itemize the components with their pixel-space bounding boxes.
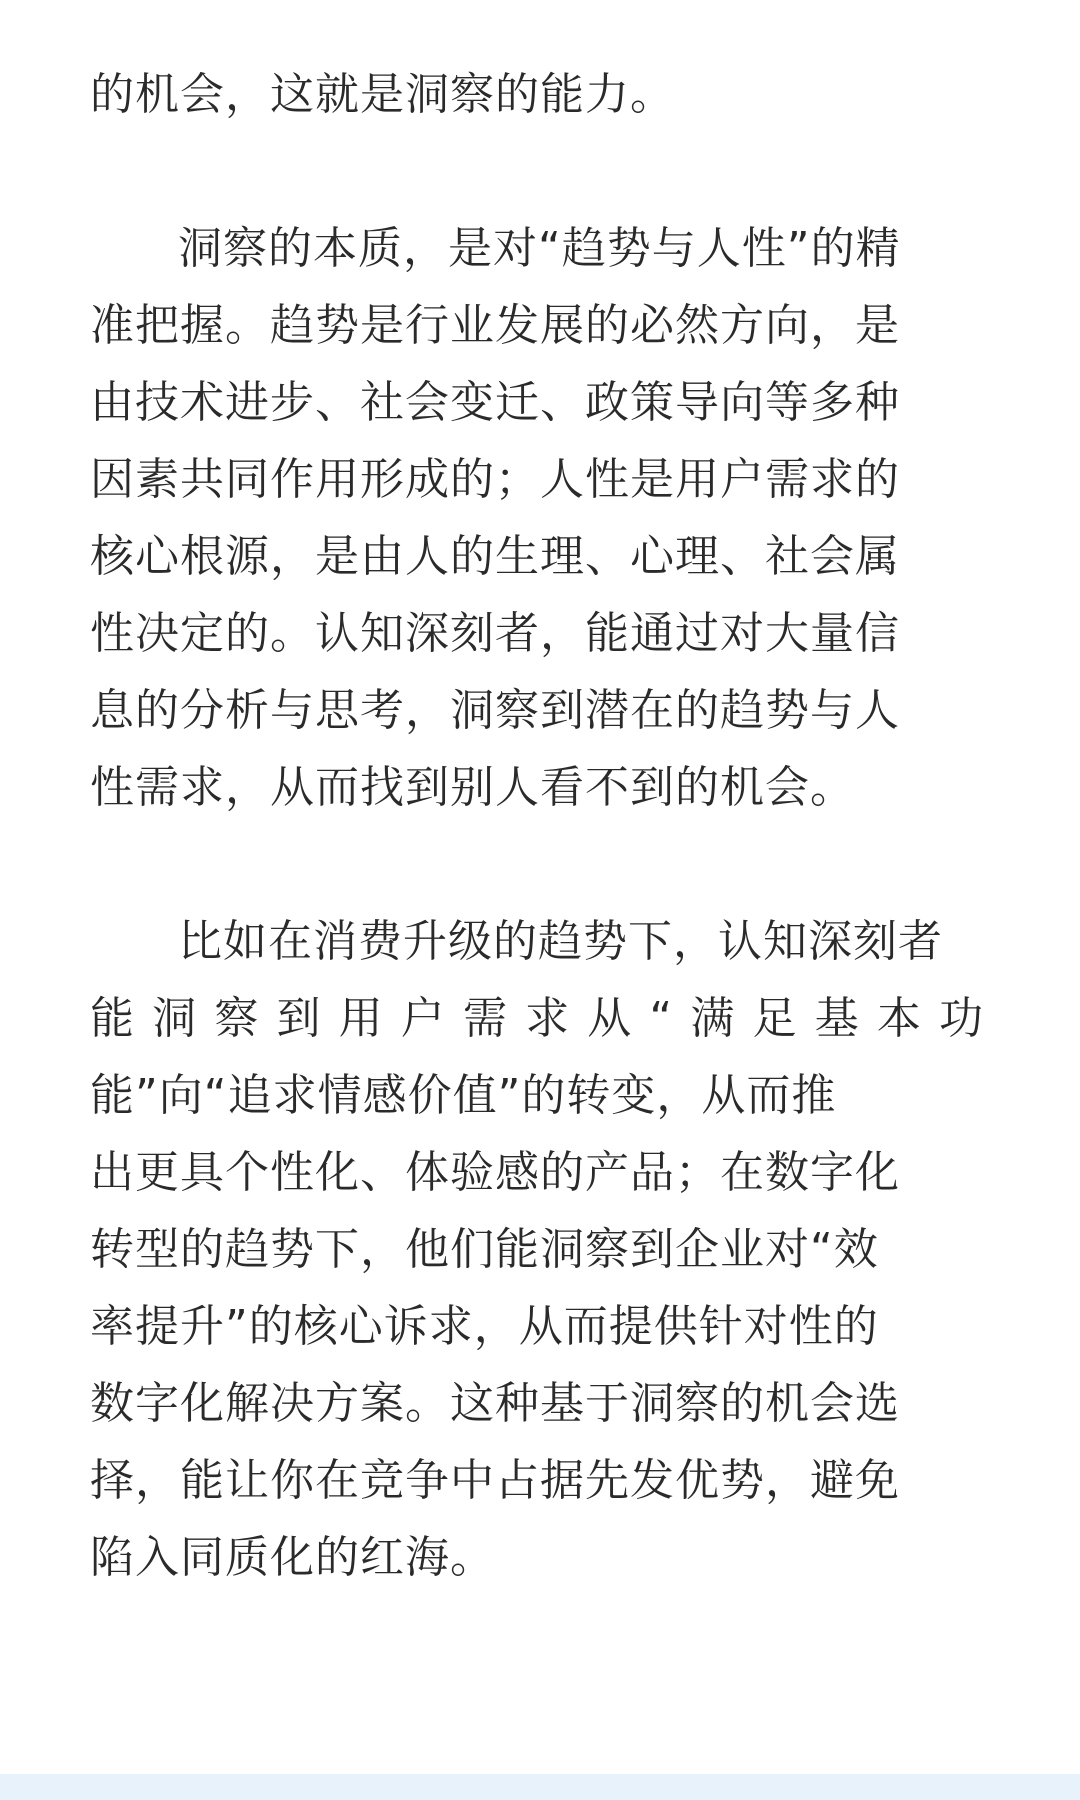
text-line: 核心根源，是由人的生理、心理、社会属 [90, 531, 900, 582]
text-line: 择，能让你在竞争中占据先发优势，避免 [90, 1455, 900, 1506]
text-char: 功 [938, 993, 984, 1044]
text-char: 洞 [152, 993, 198, 1044]
text-char: 察 [214, 993, 260, 1044]
text-line: 由技术进步、社会变迁、政策导向等多种 [90, 377, 900, 428]
text-line: 陷入同质化的红海。 [90, 1532, 495, 1583]
text-line: 能”向“追求情感价值”的转变，从而推 [90, 1070, 837, 1121]
text-line: 转型的趋势下，他们能洞察到企业对“效 [90, 1224, 879, 1275]
text-line: 息的分析与思考，洞察到潜在的趋势与人 [90, 685, 900, 736]
paragraph-1 [90, 56, 990, 133]
text-line: 比如在消费升级的趋势下，认知深刻者 [178, 916, 943, 967]
text-line-spaced [90, 980, 984, 1057]
text-line: 率提升”的核心诉求，从而提供针对性的 [90, 1301, 879, 1352]
paragraph-3 [90, 903, 990, 1596]
text-line: 洞察的本质，是对“趋势与人性”的精 [178, 223, 901, 274]
text-char: “ [649, 993, 674, 1044]
text-char: 求 [525, 993, 571, 1044]
text-line: 性需求，从而找到别人看不到的机会。 [90, 762, 855, 813]
text-char: 满 [690, 993, 736, 1044]
bottom-band [0, 1774, 1080, 1800]
text-char: 本 [876, 993, 922, 1044]
text-line: 数字化解决方案。这种基于洞察的机会选 [90, 1378, 900, 1429]
text-char: 能 [90, 993, 135, 1044]
text-line: 出更具个性化、体验感的产品；在数字化 [90, 1147, 900, 1198]
text-char: 用 [338, 993, 384, 1044]
text-line: 的机会，这就是洞察的能力。 [90, 69, 675, 120]
paragraph-2 [90, 210, 990, 826]
text-char: 户 [400, 993, 446, 1044]
article-body [90, 56, 990, 1596]
text-char: 从 [587, 993, 633, 1044]
text-line: 准把握。趋势是行业发展的必然方向，是 [90, 300, 900, 351]
text-line: 因素共同作用形成的；人性是用户需求的 [90, 454, 900, 505]
text-char: 基 [814, 993, 860, 1044]
text-line: 性决定的。认知深刻者，能通过对大量信 [90, 608, 900, 659]
text-char: 需 [462, 993, 508, 1044]
text-char: 到 [276, 993, 322, 1044]
text-char: 足 [752, 993, 798, 1044]
